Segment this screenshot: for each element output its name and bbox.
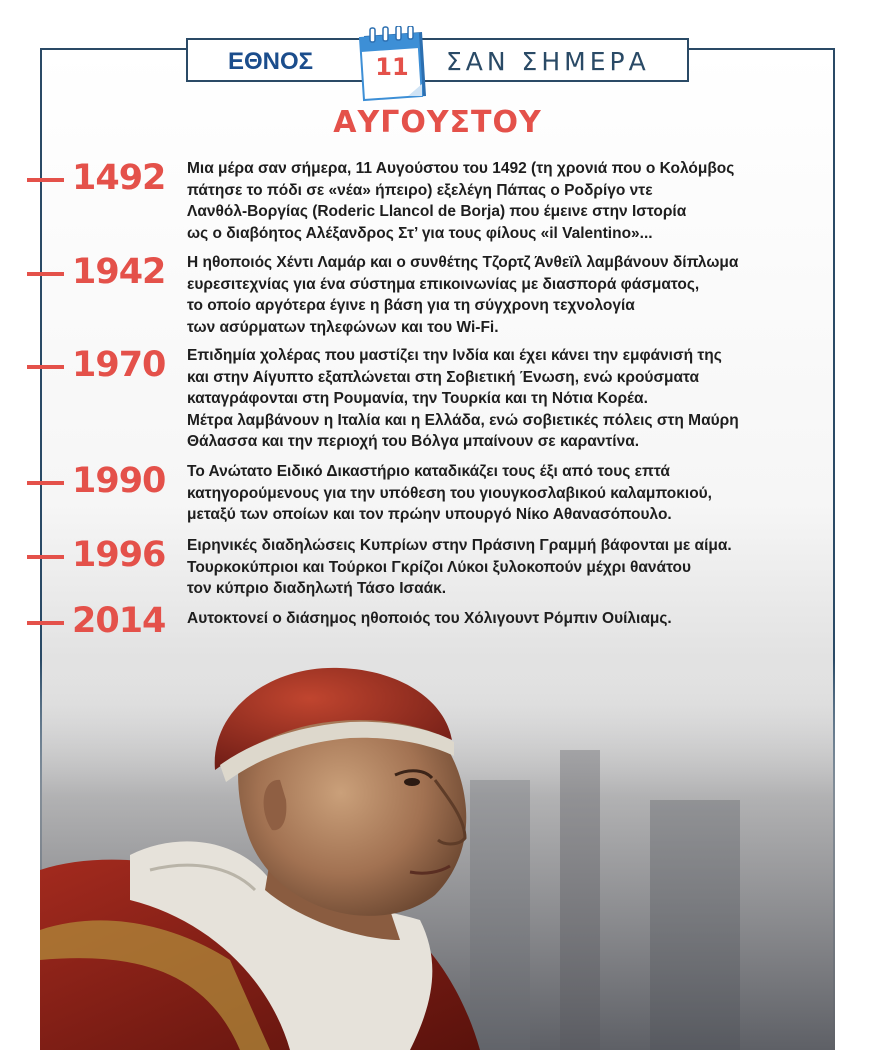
event-text: Η ηθοποιός Χέντι Λαμάρ και ο συνθέτης Τζορτζ Άνθεϊλ λαμβάνουν δίπλωμα ευρεσιτεχνίας για ένα σύστημα επικοινωνίας με διασπορά φάσματος, το οποίο αργότερα έγινε η βάση για τη σύγχρονη τεχνολογία των ασύρματων τηλεφώνων και του Wi-Fi. [187, 254, 739, 336]
event-year: 1990 [72, 461, 166, 501]
year-dash [27, 365, 64, 369]
year-dash [27, 555, 64, 559]
event-year: 1970 [72, 345, 166, 385]
calendar-day: 11 [375, 53, 409, 81]
year-dash [27, 178, 64, 182]
year-dash [27, 481, 64, 485]
event-year: 1996 [72, 535, 166, 575]
event-text: Ειρηνικές διαδηλώσεις Κυπρίων στην Πράσινη Γραμμή βάφονται με αίμα. Τουρκοκύπριοι και Τούρκοι Γκρίζοι Λύκοι ξυλοκοπούν μέχρι θανάτου τον κύπριο διαδηλωτή Τάσο Ισαάκ. [187, 537, 732, 597]
header-title: ΣΑΝ ΣΗΜΕΡΑ [446, 47, 650, 76]
event-text: Το Ανώτατο Ειδικό Δικαστήριο καταδικάζει τους έξι από τους επτά κατηγορούμενους για την υπόθεση του γιουγκοσλαβικού καλαμποκιού, μεταξύ των οποίων και τον πρώην υπουργό Νίκο Αθανασόπουλο. [187, 463, 712, 523]
event-year: 2014 [72, 601, 166, 641]
header-bar [186, 38, 689, 82]
calendar-icon [356, 26, 428, 102]
year-dash [27, 621, 64, 625]
event-text: Μια μέρα σαν σήμερα, 11 Αυγούστου του 1492 (τη χρονιά που ο Κολόμβος πάτησε το πόδι σε «νέα» ήπειρο) εξελέγη Πάπας ο Ροδρίγο ντε Λανθόλ-Βοργίας (Roderic Llancol de Borja) που έμεινε στην Ιστορία ως ο διαβόητος Αλέξανδρος Στ’ για τους φίλους «il Valentino»... [187, 160, 735, 242]
event-text: Επιδημία χολέρας που μαστίζει την Ινδία και έχει κάνει την εμφάνισή της και στην Αίγυπτο εξαπλώνεται στη Σοβιετική Ένωση, ενώ κρούσματα καταγράφονται στη Ρουμανία, την Τουρκία και τη Νότια Κορέα. Μέτρα λαμβάνουν η Ιταλία και η Ελλάδα, ενώ σοβιετικές πόλεις στη Μαύρη Θάλασσα και την περιοχή του Βόλγα μπαίνουν σε καραντίνα. [187, 347, 739, 450]
event-year: 1492 [72, 158, 166, 198]
year-dash [27, 272, 64, 276]
event-text: Αυτοκτονεί ο διάσημος ηθοποιός του Χόλιγουντ Ρόμπιν Ουίλιαμς. [187, 610, 672, 627]
ethnos-logo: ΕΘΝΟΣ [228, 48, 314, 75]
event-year: 1942 [72, 252, 166, 292]
pope-portrait-image [40, 660, 835, 1050]
month-heading: ΑΥΓΟΥΣΤΟΥ [333, 105, 542, 140]
